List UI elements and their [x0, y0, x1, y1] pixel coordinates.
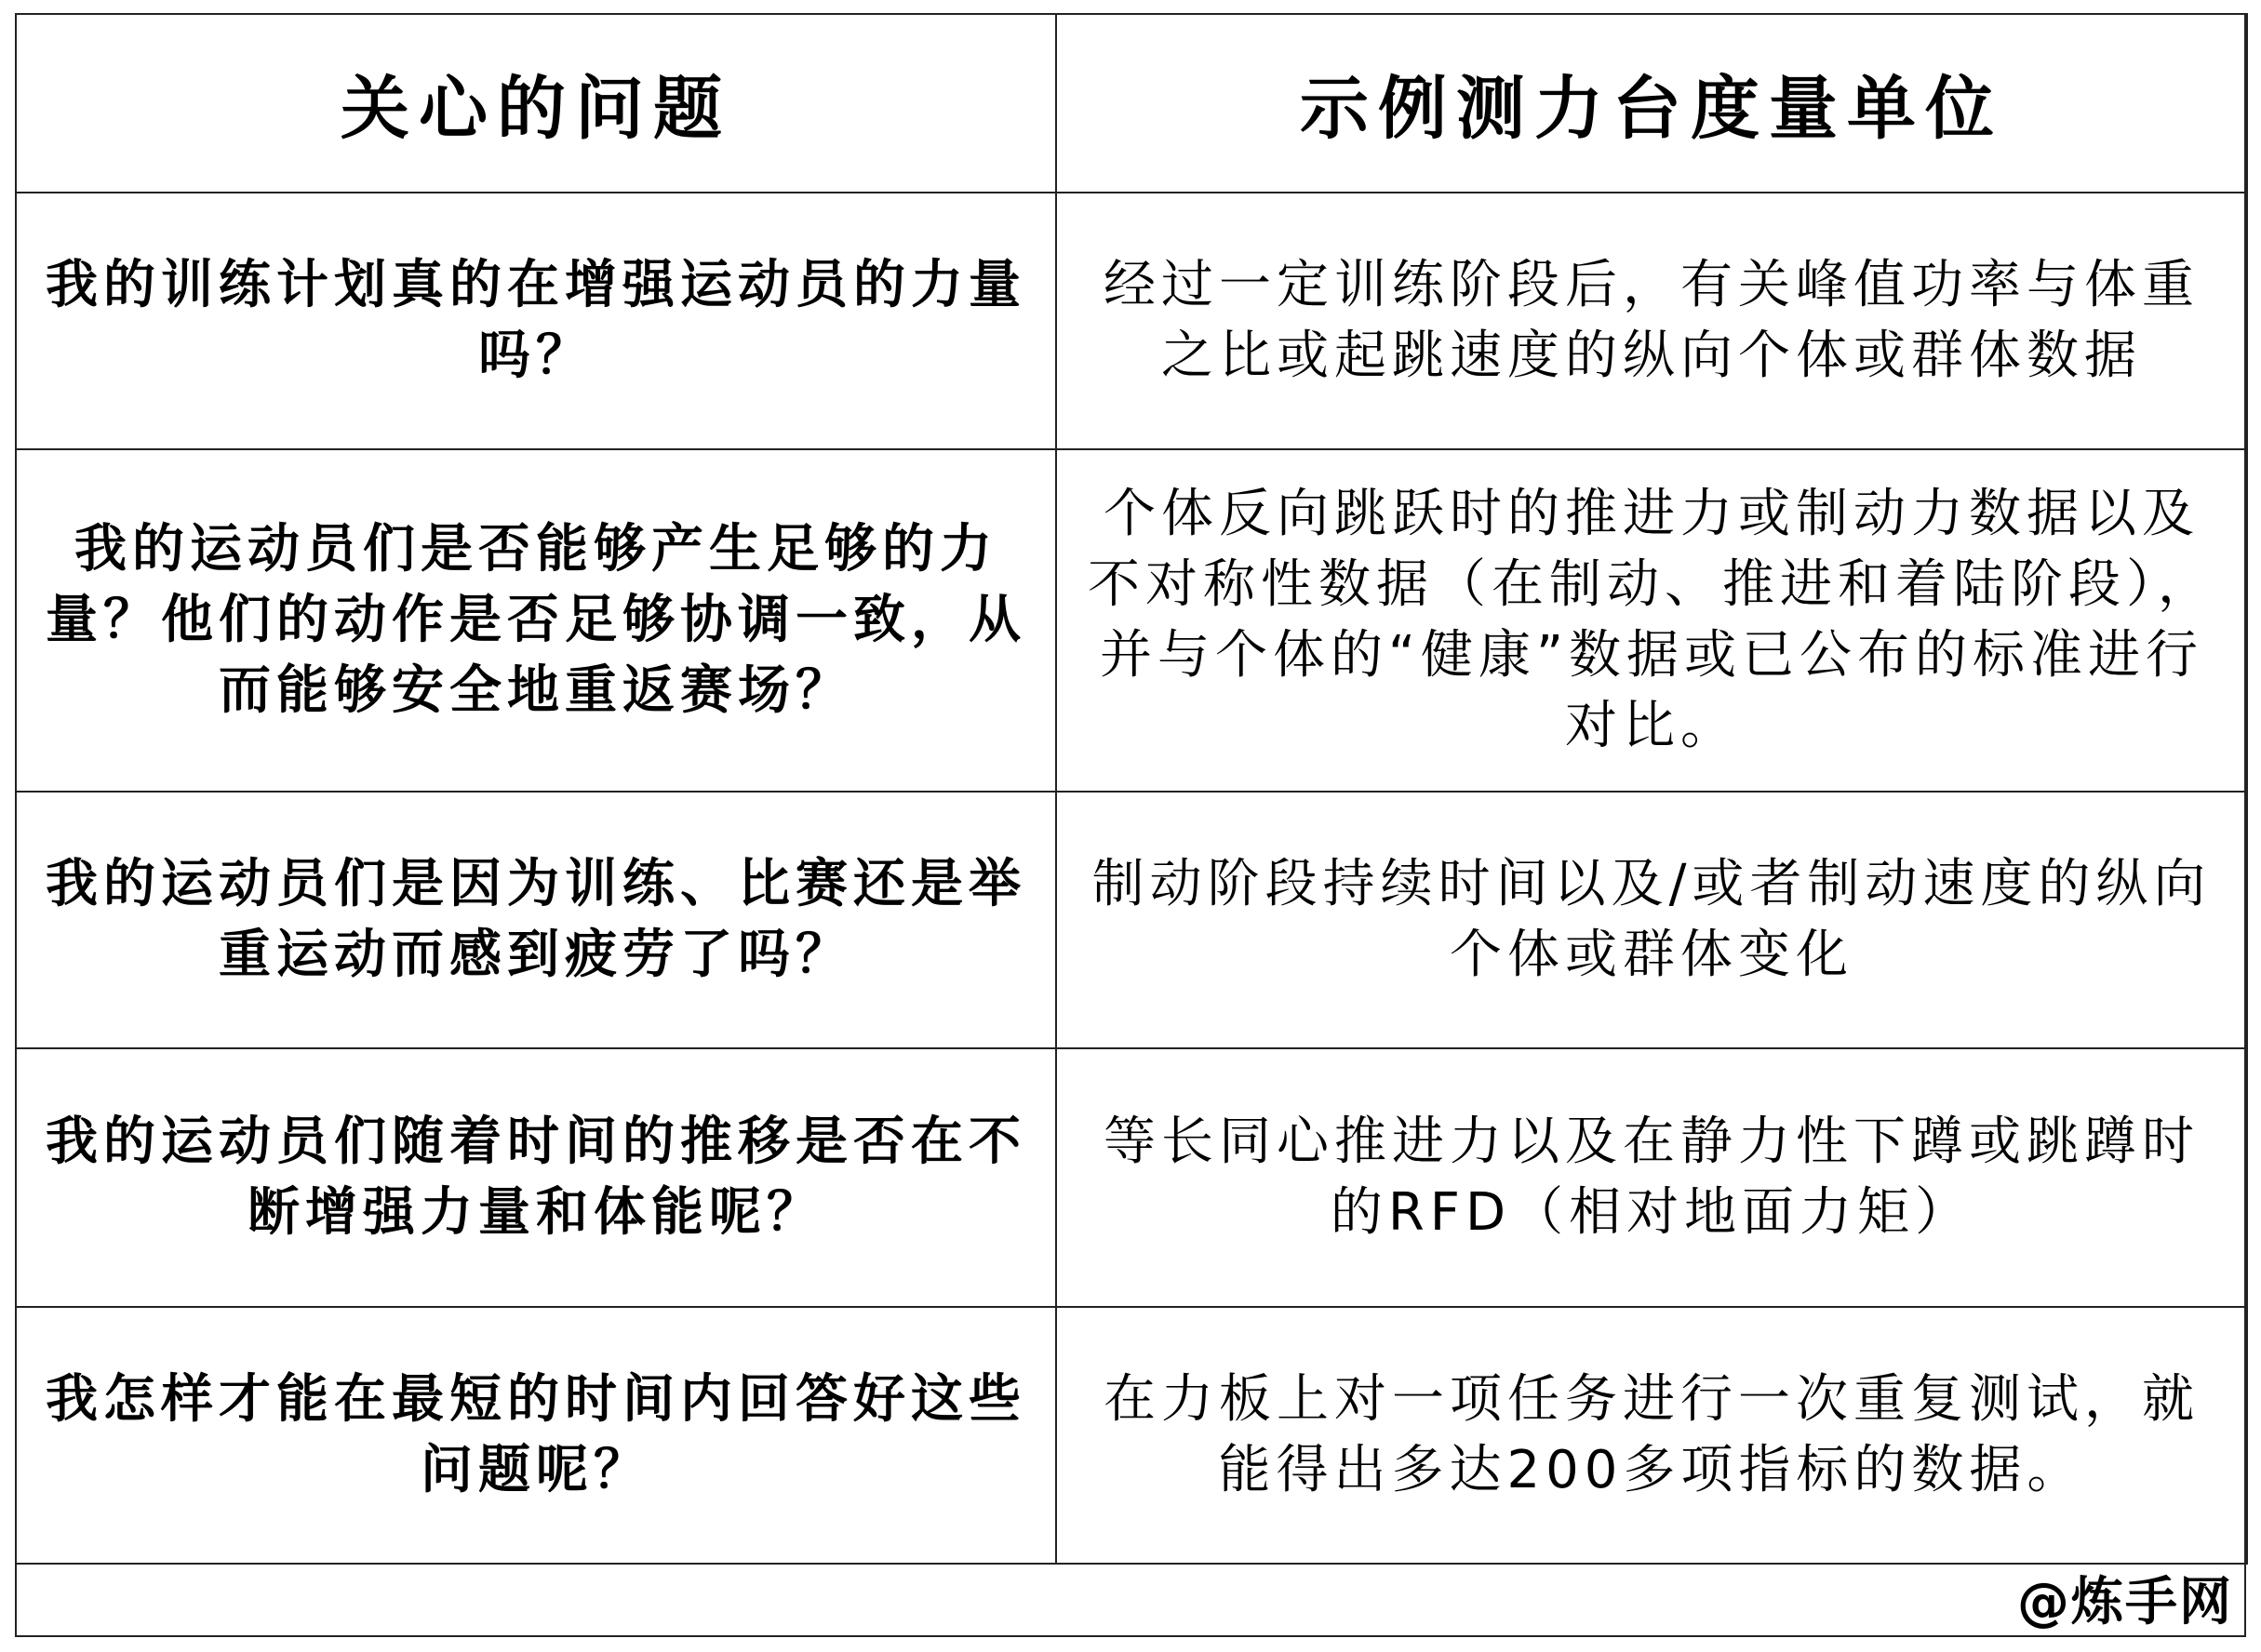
metric-cell: 等长同心推进力以及在静力性下蹲或跳蹲时的RFD（相对地面力矩）	[1056, 1048, 2247, 1307]
header-question: 关心的问题	[16, 14, 1056, 193]
watermark: @炼手网	[2017, 1572, 2233, 1632]
metrics-table	[15, 13, 2248, 1565]
table-row	[16, 193, 2247, 449]
header-metric: 示例测力台度量单位	[1056, 14, 2247, 193]
metric-cell: 个体反向跳跃时的推进力或制动力数据以及不对称性数据（在制动、推进和着陆阶段），并与个体的“健康”数据或已公布的标准进行对比。	[1056, 449, 2247, 792]
question-cell: 我怎样才能在最短的时间内回答好这些问题呢？	[16, 1307, 1056, 1564]
metric-cell: 经过一定训练阶段后，有关峰值功率与体重之比或起跳速度的纵向个体或群体数据	[1056, 193, 2247, 449]
table-row	[16, 1307, 2247, 1564]
header-row	[16, 14, 2247, 193]
question-cell: 我的运动员们随着时间的推移是否在不断增强力量和体能呢？	[16, 1048, 1056, 1307]
table-row	[16, 449, 2247, 792]
metric-cell: 制动阶段持续时间以及/或者制动速度的纵向个体或群体变化	[1056, 792, 2247, 1048]
question-cell: 我的运动员们是否能够产生足够的力量？他们的动作是否足够协调一致，从而能够安全地重返赛场？	[16, 449, 1056, 792]
metric-cell: 在力板上对一项任务进行一次重复测试，就能得出多达200多项指标的数据。	[1056, 1307, 2247, 1564]
table-row	[16, 1048, 2247, 1307]
question-cell: 我的运动员们是因为训练、比赛还是举重运动而感到疲劳了吗？	[16, 792, 1056, 1048]
table-row	[16, 792, 2247, 1048]
question-cell: 我的训练计划真的在增强运动员的力量吗？	[16, 193, 1056, 449]
